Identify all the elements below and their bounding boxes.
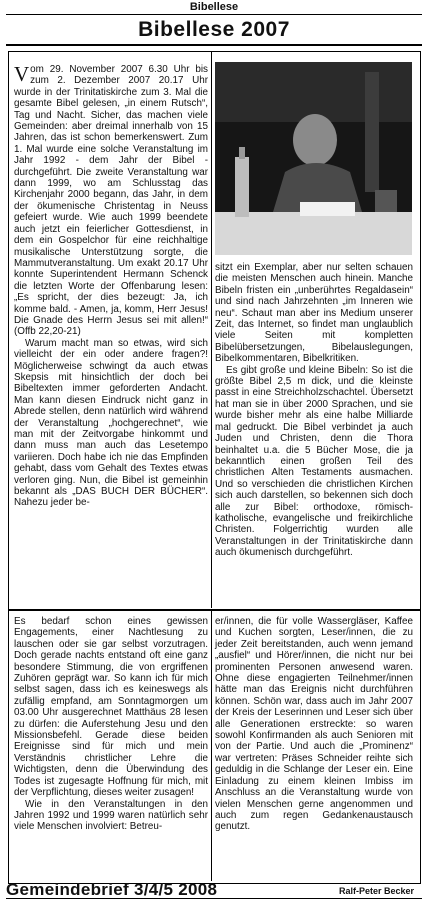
publication-name: Gemeindebrief 3/4/5 2008 xyxy=(6,880,218,899)
column-2 xyxy=(215,262,413,559)
column-1 xyxy=(14,64,208,509)
paragraph: om 29. November 2007 6.30 Uhr bis zum 2. Dezember 2007 20.17 Uhr wurde in der Trinitatiskirche zum 3. Mal die gesamte Bibel gelesen, „in einem Rutsch“, Tag und Nacht. Sicher, das machen viele Gemeinden: aber dreimal innerhalb von 15 Jahren, das ist schon bemerkenswert. Zum 1. Mal wurde eine solche Veranstaltung im Jahr 1992 - dem Jahr der Bibel - durchgeführt. Die zweite Veranstaltung war dann 1999, wo am Schlusstag das Kirchenjahr 2000 begann, das Jahr, in dem der ökumenische Christentag in Neuss gefeiert wurde. Wie auch 1999 beendete auch jetzt ein feierlicher Gottesdienst, in dem ein Gospelchor für eine reichhaltige musikalische Unterstützung sorgte, die Mammutveranstaltung. Um exakt 20.17 Uhr konnte Superintendent Hermann Schenck die letzten Worte der Offenbarung lesen: „Es spricht, der dies bezeugt: Ja, ich komme bald. - Amen, ja, komm, Herr Jesus! Die Gnade des Herrn Jesus sei mit allen!“ (Offb 22,20-21) xyxy=(14,64,208,338)
section-header: Bibellese xyxy=(189,1,239,13)
paragraph: Es bedarf schon eines gewissen Engagements, einer Nachtlesung zu lauschen oder sie gar selbst vorzutragen. Doch gerade nachts entstand oft eine ganz besondere Stimmung, die von ergriffenen Zuhören geprägt war. So kann ich für mich selbst sagen, dass ich es keineswegs als zufällig empfand, am Sonntagmorgen um 03.00 Uhr ausgerechnet Matthäus 28 lesen zu dürfen: die Auferstehung Jesu und den Missionsbefehl. Gerade diese beiden Ereignisse sind für mich und mein Verständnis christlicher Lehre die Wichtigsten, denn die Überwindung des Todes ist zugesagte Hoffnung für mich, mit der Verpflichtung, dieses weiter zusagen! xyxy=(14,616,208,799)
column-divider-upper xyxy=(211,52,212,608)
column-divider-lower xyxy=(211,611,212,881)
column-3 xyxy=(14,616,208,833)
title-rule xyxy=(6,44,422,46)
photo-illustration xyxy=(215,62,412,255)
author-name: Ralf-Peter Becker xyxy=(338,886,414,896)
page-title: Bibellese 2007 xyxy=(138,18,290,41)
paragraph: Warum macht man so etwas, wird sich vielleicht der ein oder andere fragen?! Möglicherweise schwingt da auch etwas Skepsis mit hinsichtlich der doch bei Bibeltexten immer geforderten Andacht. Man kann diesen Eindruck nicht ganz in Abrede stellen, denn natürlich wird während der Veranstaltung „hochgerechnet“, wie man mit der Zeitvorgabe hinkommt und dann muss man auch das Lesetempo variieren. Doch habe ich nie das Empfinden gehabt, dass vom Gehalt des Textes etwas verloren ging. Nun, die Bibel ist gemeinhin bekannt als „DAS BUCH DER BÜCHER“. Nahezu jeder be- xyxy=(14,337,208,509)
paragraph: Es gibt große und kleine Bibeln: So ist die größte Bibel 2,5 m dick, und die kleinste passt in eine Streichholzschachtel. Übersetzt hat man sie in über 2000 Sprachen, und sie wurde bisher mehr als eine halbe Milliarde mal gedruckt. Die Bibel verbindet ja auch Juden und Christen, denn die Thora beinhaltet u.a. die 5 Bücher Mose, die ja bekanntlich einen großen Teil des christlichen Alten Testaments ausmachen. Und so verschieden die christlichen Kirchen sich auch darstellen, so bekennen sich doch alle zur Bibel: orthodoxe, römisch-katholische, evangelische und freikirchliche Christen. Folgerrichtig wurden alle Veranstaltungen in der Trinitatiskirche dann auch ökumenisch durchgeführt. xyxy=(215,364,413,559)
paragraph: sitzt ein Exemplar, aber nur selten schauen die meisten Menschen auch hinein. Manche Bibeln fristen ein „unberührtes Regaldasein“ und sind nach Jahrzehnten „im Inneren wie neu“. Schaut man aber ins Medium unserer Zeit, das Internet, so findet man unglaublich viele Seiten mit kompletten Bibelübersetzungen, Bibelauslegungen, Bibelkommentaren, Bibelkritiken. xyxy=(215,262,413,365)
reader-photo xyxy=(215,62,412,255)
header-rule xyxy=(6,14,422,15)
footer-rule xyxy=(6,898,422,899)
paragraph: er/innen, die für volle Wassergläser, Kaffee und Kuchen sorgten, Leser/innen, die zu jeder Zeit bereitstanden, auch wenn jemand „ausfiel“ und Hörer/innen, die nicht nur bei prominenten Personen anwesend waren. Ohne diese engagierten Teilnehmer/innen hätte man das Ereignis nicht durchführen können. Schön war, dass auch im Jahr 2007 der Kreis der Leserinnen und Leser sich über alle Generationen erstreckte: so waren sowohl Konfirmanden als auch Senioren mit von der Partie. Und auch die „Prominenz“ war vertreten: Präses Schneider reihte sich geduldig in die Schlange der Leser ein. Eine Einladung zu einem kleinen Imbiss im Anschluss an die Veranstaltung wurde von vielen Menschen gerne angenommen und auch zum regen Gedankenaustausch genutzt. xyxy=(215,616,413,833)
column-4 xyxy=(215,616,413,833)
paragraph: Wie in den Veranstaltungen in den Jahren 1992 und 1999 waren natürlich sehr viele Menschen involviert: Betreu- xyxy=(14,798,208,833)
dropcap: V xyxy=(14,62,30,86)
